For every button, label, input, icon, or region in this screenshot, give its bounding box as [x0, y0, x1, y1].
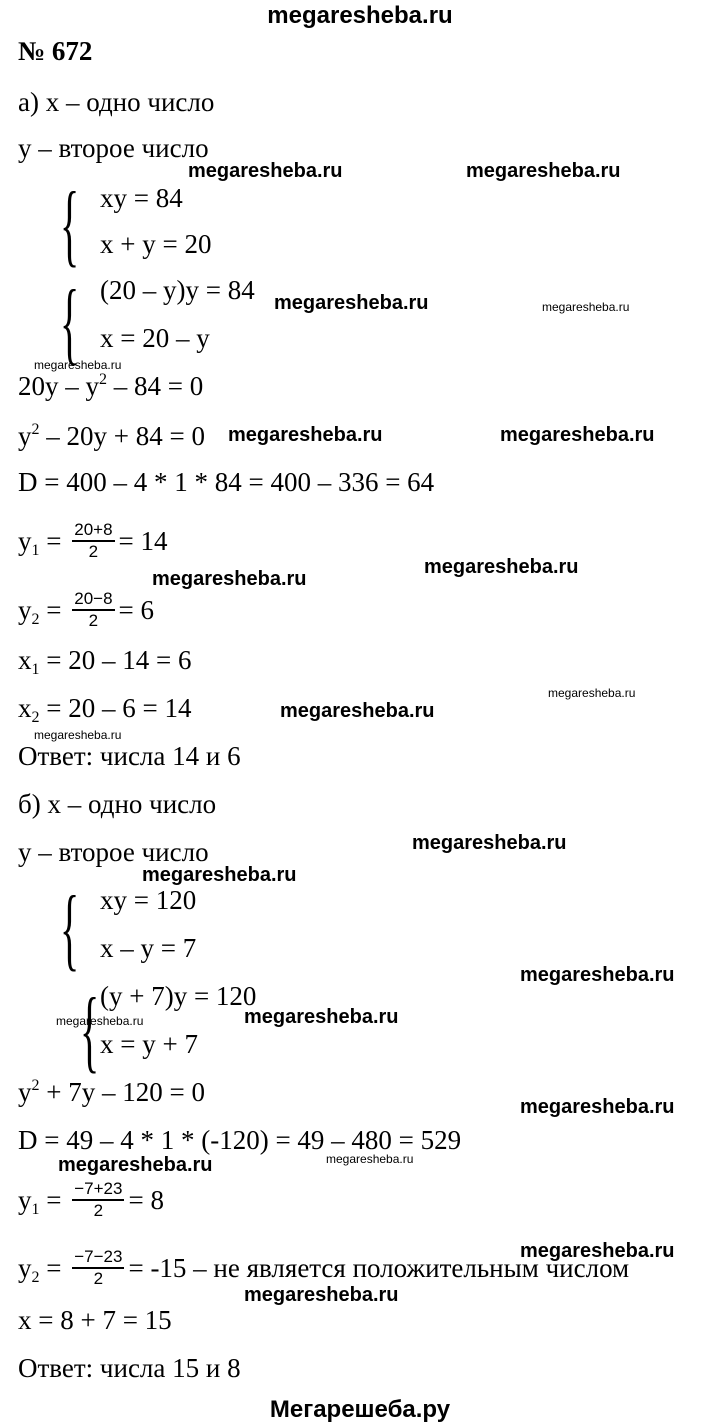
watermark: megaresheba.ru	[520, 964, 675, 986]
fraction: $\frac{-7+23}{2}$	[74, 1179, 123, 1220]
part-a-line-1: а) x – одно число	[18, 87, 215, 117]
watermark: megaresheba.ru	[228, 424, 383, 446]
system-brace: {	[60, 270, 80, 374]
watermark: megaresheba.ru	[412, 832, 567, 854]
system-equation: xy = 84	[100, 183, 183, 213]
watermark: megaresheba.ru	[548, 686, 636, 700]
system-equation: x – y = 7	[100, 933, 197, 963]
page-footer: Мегарешеба.ру	[269, 1396, 451, 1423]
system-equation: x + y = 20	[100, 229, 212, 259]
equation: $y^2 - 20y + 84 = 0$	[18, 421, 205, 451]
discriminant: D = 49 – 4 * 1 * (-120) = 49 – 480 = 529	[18, 1125, 462, 1155]
x2-line: $x_2 = 20 - 6 = 14$	[18, 693, 192, 726]
watermark: megaresheba.ru	[142, 864, 297, 886]
watermark: megaresheba.ru	[34, 358, 122, 372]
watermark: megaresheba.ru	[188, 160, 343, 182]
part-b-line-2: y – второе число	[18, 837, 209, 867]
x-line: x = 8 + 7 = 15	[18, 1305, 172, 1335]
system-brace: {	[60, 172, 80, 276]
watermark: megaresheba.ru	[424, 556, 579, 578]
watermark: megaresheba.ru	[244, 1284, 399, 1306]
watermark: megaresheba.ru	[152, 568, 307, 590]
system-equation: x = 20 – y	[100, 323, 210, 353]
watermark: megaresheba.ru	[280, 700, 435, 722]
watermark: megaresheba.ru	[326, 1152, 414, 1166]
root-y1: $y_1$ = $\frac{-7+23}{2}$ = 8	[18, 1179, 164, 1220]
root-y1: $y_1$ = $\frac{20+8}{2}$ = 14	[18, 520, 168, 561]
answer-b: Ответ: числа 15 и 8	[18, 1353, 241, 1383]
answer-a: Ответ: числа 14 и 6	[18, 741, 241, 771]
watermark: megaresheba.ru	[520, 1096, 675, 1118]
watermark: megaresheba.ru	[542, 300, 630, 314]
system-equation: xy = 120	[100, 885, 197, 915]
watermark: megaresheba.ru	[244, 1006, 399, 1028]
watermark: megaresheba.ru	[520, 1240, 675, 1262]
fraction: $\frac{-7-23}{2}$	[74, 1247, 123, 1288]
task-number: № 672	[18, 36, 93, 66]
root-y2: $y_2$ = $\frac{20-8}{2}$ = 6	[18, 589, 155, 630]
page-header: megaresheba.ru	[267, 2, 453, 29]
watermark: megaresheba.ru	[56, 1014, 144, 1028]
fraction: $\frac{20-8}{2}$	[74, 589, 113, 630]
root-y2: $y_2$ = $\frac{-7-23}{2}$ = -15 – не является положительным числом	[18, 1247, 630, 1288]
equation: $y^2 + 7y - 120 = 0$	[18, 1077, 205, 1107]
system-brace: {	[60, 876, 80, 980]
x1-line: $x_1 = 20 - 14 = 6$	[18, 645, 192, 678]
system-equation: (y + 7)y = 120	[100, 981, 257, 1011]
system-equation: (20 – y)y = 84	[100, 275, 255, 305]
fraction: $\frac{20+8}{2}$	[74, 520, 113, 561]
watermark: megaresheba.ru	[500, 424, 655, 446]
watermark: megaresheba.ru	[274, 292, 429, 314]
system-brace: {	[80, 978, 100, 1082]
part-b-line-1: б) x – одно число	[18, 789, 217, 819]
system-equation: x = y + 7	[100, 1029, 198, 1059]
equation: $20y - y^2 - 84 = 0$	[18, 371, 204, 401]
part-a-line-2: y – второе число	[18, 133, 209, 163]
watermark: megaresheba.ru	[466, 160, 621, 182]
watermark: megaresheba.ru	[58, 1154, 213, 1176]
discriminant: D = 400 – 4 * 1 * 84 = 400 – 336 = 64	[18, 467, 435, 497]
watermark: megaresheba.ru	[34, 728, 122, 742]
